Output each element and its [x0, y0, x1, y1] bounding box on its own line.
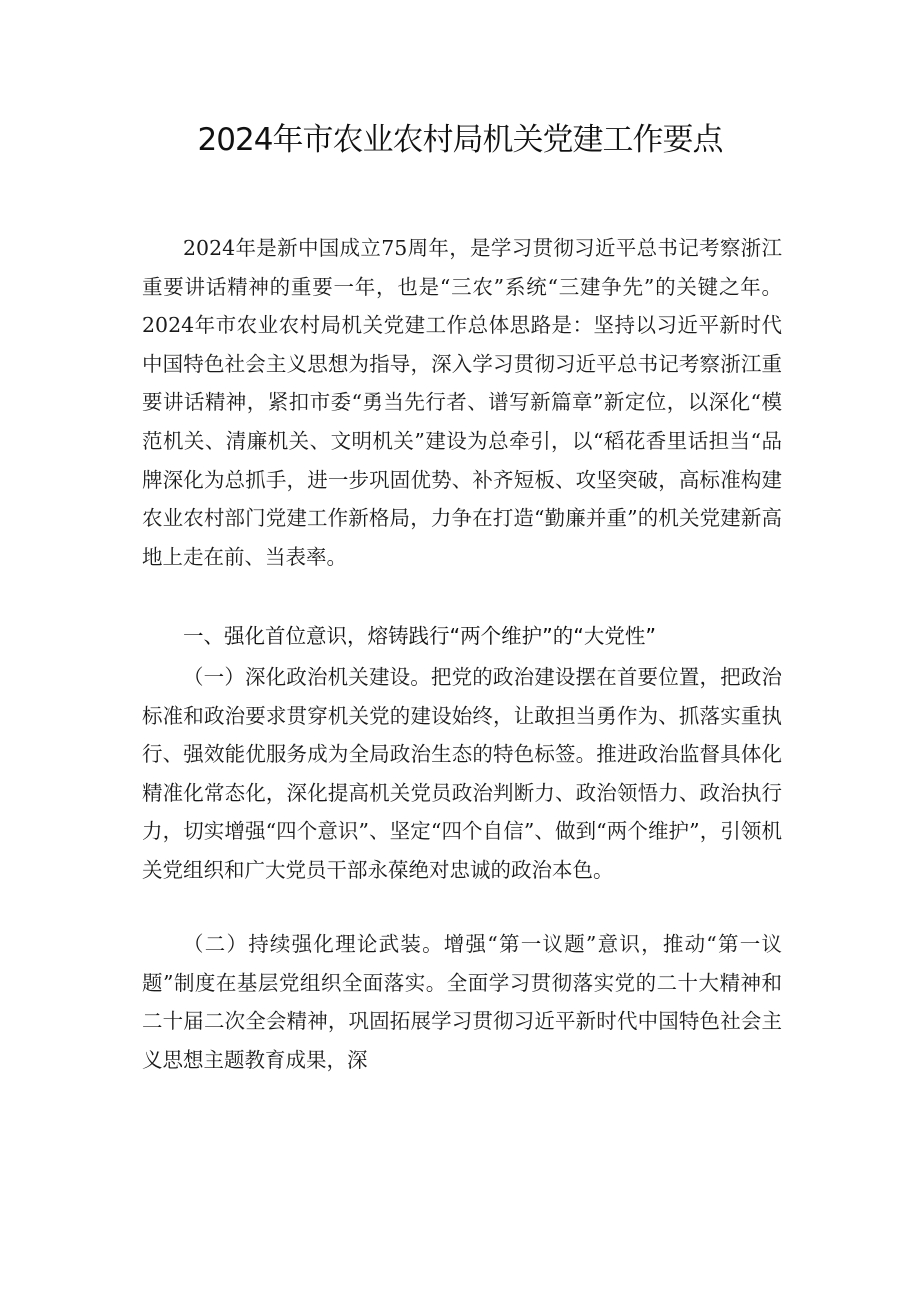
section-paragraph: （一）深化政治机关建设。把党的政治建设摆在首要位置，把政治标准和政治要求贯穿机关党的建设始终，让敢担当勇作为、抓落实重执行、强效能优服务成为全局政治生态的特色标签。推进政治监督具体化精准化常态化，深化提高机关党员政治判断力、政治领悟力、政治执行力，切实增强“四个意识”、坚定“四个自信”、做到“两个维护”，引领机关党组织和广大党员干部永葆绝对忠诚的政治本色。 — [142, 665, 782, 882]
document-title: 2024年市农业农村局机关党建工作要点 — [197, 122, 723, 158]
intro-paragraph: 2024年是新中国成立75周年，是学习贯彻习近平总书记考察浙江重要讲话精神的重要一年，也是“三农”系统“三建争先”的关键之年。2024年市农业农村局机关党建工作总体思路是：坚持以习近平新时代中国特色社会主义思想为指导，深入学习贯彻习近平总书记考察浙江重要讲话精神，紧扣市委“勇当先行者、谱写新篇章”新定位，以深化“模范机关、清廉机关、文明机关”建设为总牵引，以“稻花香里话担当“品牌深化为总抓手，进一步巩固优势、补齐短板、攻坚突破，高标准构建农业农村部门党建工作新格局，力争在打造“勤廉并重”的机关党建新高地上走在前、当表率。 — [142, 236, 782, 569]
section-paragraph: （二）持续强化理论武装。增强“第一议题”意识，推动“第一议题”制度在基层党组织全面落实。全面学习贯彻落实党的二十大精神和二十届二次全会精神，巩固拓展学习贯彻习近平新时代中国特色社会主义思想主题教育成果，深 — [142, 932, 782, 1072]
section-heading: 一、强化首位意识，熔铸践行“两个维护”的“大党性” — [183, 624, 656, 648]
